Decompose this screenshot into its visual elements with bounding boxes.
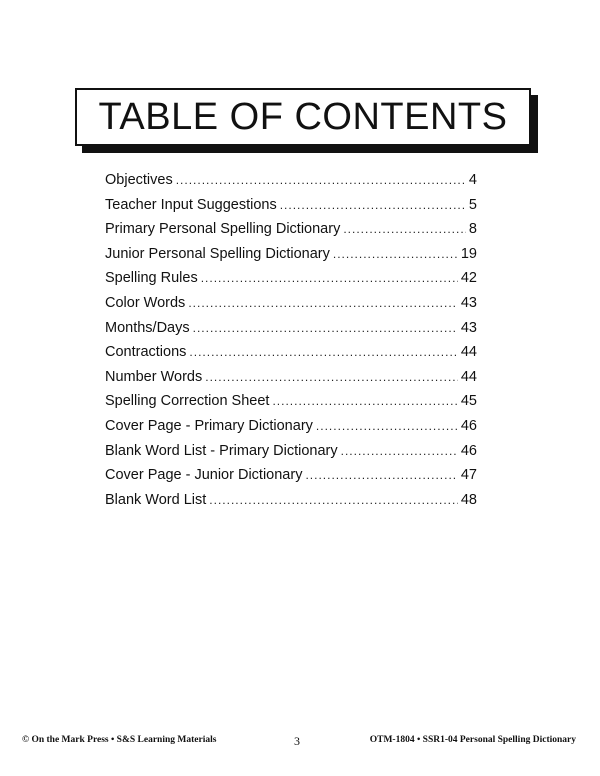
toc-entry [105, 266, 477, 291]
dot-leader [193, 316, 458, 341]
dot-leader [205, 365, 458, 390]
title-box [75, 88, 531, 146]
dot-leader [316, 414, 458, 439]
footer-product-code: OTM-1804 • SSR1-04 Personal Spelling Dictionary [369, 735, 576, 745]
toc-entry [105, 365, 477, 390]
toc-entry-label: Blank Word List [105, 491, 207, 508]
toc-entry-page: 19 [460, 245, 477, 262]
toc-entry-page: 42 [460, 270, 477, 287]
toc-entry-page: 47 [460, 467, 477, 484]
dot-leader [209, 488, 458, 513]
toc-entry-label: Primary Personal Spelling Dictionary [105, 221, 341, 238]
dot-leader [280, 193, 466, 218]
footer-page-number: 3 [294, 734, 300, 748]
toc-entry [105, 439, 477, 464]
toc-entry [105, 340, 477, 365]
dot-leader [272, 389, 457, 414]
toc-entry-page: 46 [460, 442, 477, 459]
dot-leader [333, 242, 458, 267]
toc-entry-label: Months/Days [105, 319, 190, 336]
page-title: TABLE OF CONTENTS [98, 95, 508, 138]
toc-entry-page: 48 [460, 491, 477, 508]
toc-entry [105, 463, 477, 488]
toc-entry-page: 43 [460, 294, 477, 311]
toc-entry [105, 168, 477, 193]
toc-entry [105, 217, 477, 242]
toc-entry-label: Number Words [105, 368, 203, 385]
dot-leader [201, 266, 458, 291]
table-of-contents [105, 168, 477, 512]
footer-publisher: © On the Mark Press • S&S Learning Materials [22, 735, 217, 745]
toc-entry-page: 4 [468, 172, 477, 188]
toc-entry-label: Blank Word List - Primary Dictionary [105, 442, 338, 459]
toc-entry-page: 5 [468, 196, 477, 213]
dot-leader [341, 439, 458, 464]
toc-entry [105, 193, 477, 218]
toc-entry-label: Teacher Input Suggestions [105, 196, 277, 213]
dot-leader [176, 168, 466, 193]
dot-leader [188, 291, 458, 316]
toc-entry-page: 46 [460, 417, 477, 434]
toc-entry [105, 242, 477, 267]
toc-entry [105, 291, 477, 316]
toc-entry-page: 44 [460, 368, 477, 385]
toc-entry-page: 45 [460, 393, 477, 410]
toc-entry [105, 488, 477, 513]
toc-entry-label: Cover Page - Junior Dictionary [105, 467, 303, 484]
toc-entry-label: Spelling Correction Sheet [105, 393, 270, 410]
toc-entry [105, 389, 477, 414]
dot-leader [343, 217, 466, 242]
page-footer [22, 735, 578, 751]
toc-entry-label: Objectives [105, 172, 173, 188]
toc-entry-label: Junior Personal Spelling Dictionary [105, 245, 330, 262]
dot-leader [189, 340, 457, 365]
toc-entry-page: 43 [460, 319, 477, 336]
toc-entry-page: 44 [460, 344, 477, 361]
toc-entry-page: 8 [468, 221, 477, 238]
toc-entry [105, 316, 477, 341]
toc-entry [105, 414, 477, 439]
toc-entry-label: Spelling Rules [105, 270, 198, 287]
toc-entry-label: Contractions [105, 344, 187, 361]
toc-entry-label: Color Words [105, 294, 186, 311]
dot-leader [305, 463, 457, 488]
toc-entry-label: Cover Page - Primary Dictionary [105, 417, 313, 434]
